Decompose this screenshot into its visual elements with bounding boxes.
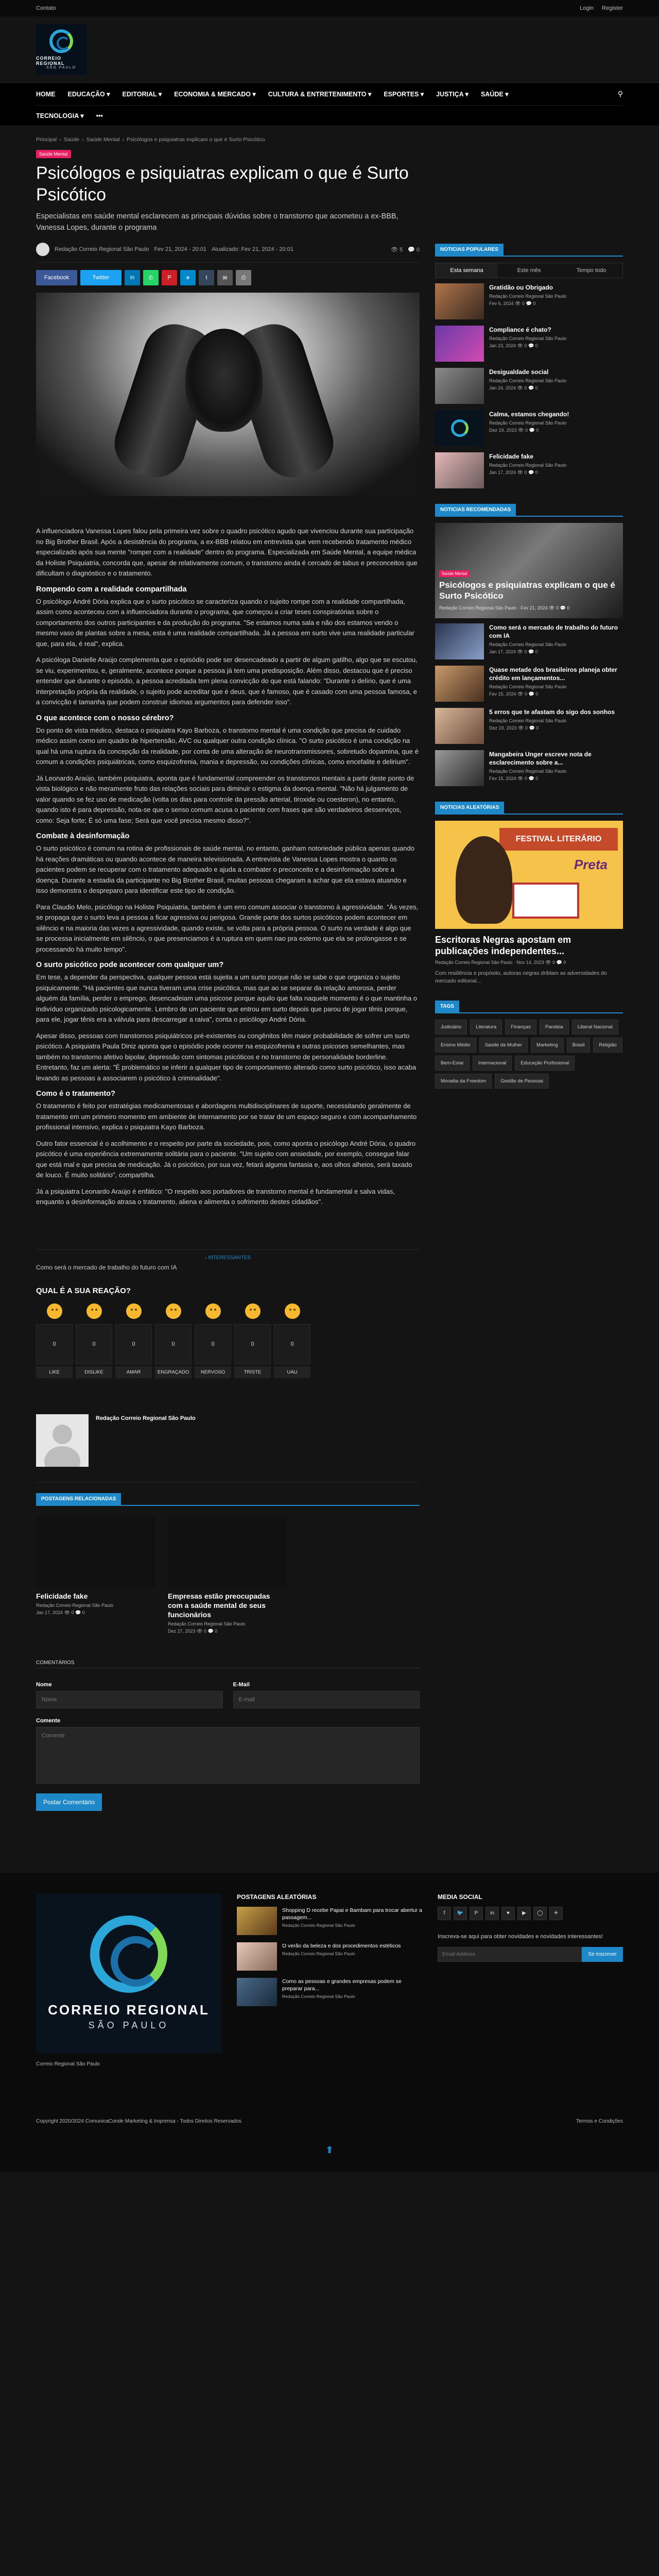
random-post-excerpt: Com resiliência e propósito, autoras negras driblam as adversidades do mercado editorial...	[435, 970, 607, 984]
paragraph: Do ponto de vista médico, destaca o psiquiatra Kayo Barboza, o transtorno mental é uma condição que precisa de cuidado médico assim como um quadro de hipertensão, AVC ou qualquer outra condição clínica. "O surto psicótico é uma condição na qual há uma ruptura da concepção da realidade, por conta de uma alteração de neurotransmissores, sobretudo dopamina, que é comum a condições psiquiátricas, como esquizofrenia, mania e depressão, ou condições clínicas, como encefalite e delirium".	[36, 726, 419, 766]
popular-widget	[435, 244, 623, 488]
reaction-like[interactable]	[36, 1303, 73, 1378]
chevron-down-icon: ▾	[252, 91, 256, 98]
item-author[interactable]: Redação Correio Regional São Paulo	[489, 420, 567, 426]
popular-title: NOTICIAS POPULARES	[435, 244, 504, 256]
related-posts	[36, 1516, 420, 1634]
twitter-icon[interactable]: 🐦	[454, 1907, 467, 1920]
item-author[interactable]: Redação Correio Regional São Paulo	[489, 718, 567, 723]
paragraph: Para Claudio Melo, psicólogo na Holiste Psiquiatria, também é um erro comum associar o transtorno à agressividade. "Às vezes, se propaga que o surto leva a pessoa a ficar agressiva ou perigosa. Grande parte dos surtos psicóticos podem acontecer em silêncio e na maioria das vezes a agressividade, quando existe, se volta para a própria pessoa. O surto na verdade é algo que se processa inicialmente em silêncio, o que presenciamos é a ruptura em quem nao pra extemo que ela se prolongasse e se processando há muito tempo".	[36, 903, 419, 953]
site-logo[interactable]	[36, 24, 86, 75]
article-meta	[36, 241, 420, 263]
paragraph: Outro fator essencial é o acolhimento e o respeito por parte da sociedade, pois, como aponta o psicólogo André Dória, o quadro psicótico é uma experiência extremamente solitária para o paciente. "Um sujeito com ansiedade, por exemplo, consegue falar que está mal e que precisa de medicação. Já o psicótico, por sua vez, fetará alguma fantasia e, aos olhos alheios, será taxado de louco. É muito solitário", compartilha.	[36, 1139, 416, 1179]
reaction-label: UAU	[274, 1366, 310, 1378]
thumbnail[interactable]	[435, 368, 484, 404]
list-item[interactable]	[435, 708, 623, 744]
item-meta: Jan 17, 2024 👁 0 💬 0	[489, 649, 538, 654]
category-badge[interactable]: Saúde Mental	[36, 150, 71, 158]
published-date: Fev 21, 2024 - 20:01	[154, 246, 206, 252]
random-title: NOTICIAS ALEATÓRIAS	[435, 802, 504, 814]
author-name[interactable]: Redação Correio Regional São Paulo	[55, 246, 149, 252]
tag[interactable]: Bem-Estar	[435, 1056, 470, 1071]
angry-emoji-icon	[205, 1303, 221, 1319]
list-item[interactable]	[435, 666, 623, 702]
item-title[interactable]: 5 erros que te afastam do sigo dos sonhos	[489, 708, 615, 716]
hero-figure-head	[185, 329, 263, 432]
item-meta: Jan 17, 2024 👁 0 💬 0	[489, 470, 538, 475]
reaction-label: ENGRAÇADO	[155, 1366, 192, 1378]
print-button[interactable]: ⎙	[236, 270, 251, 285]
comments-header: COMENTÁRIOS	[36, 1660, 420, 1668]
thumbnail[interactable]	[435, 750, 484, 786]
search-icon[interactable]: ⚲	[617, 90, 623, 98]
illustration-book	[512, 883, 579, 919]
subheading: Rompendo com a realidade compartilhada	[36, 585, 187, 594]
breadcrumb-saude-mental[interactable]: Saúde Mental	[86, 137, 120, 143]
linkedin-icon[interactable]: in	[485, 1907, 499, 1920]
featured-card[interactable]	[435, 523, 623, 618]
nav-esportes[interactable]: ESPORTES ▾	[384, 91, 424, 98]
scroll-top-icon[interactable]: ⬆	[325, 2145, 334, 2155]
tag[interactable]: Internacional	[473, 1056, 512, 1071]
copyright-bar	[36, 2067, 623, 2145]
subheading: Como é o tratamento?	[36, 1090, 115, 1098]
subheading: O que acontece com o nosso cérebro?	[36, 714, 174, 722]
funny-emoji-icon	[166, 1303, 181, 1319]
chevron-down-icon: ▾	[80, 112, 84, 120]
reaction-count: 0	[36, 1324, 73, 1364]
paragraph: O tratamento é feito por estratégias medicamentosas e abordagens multidisciplinares de suporte, necessitando geralmente de tratamento em um primeiro momento em ambiente de internamento por se tratar de um espaço seguro e com acompanhamento profissional intensivo, explica o psiquiatra Kayo Barboza.	[36, 1102, 417, 1131]
nav-home[interactable]: HOME	[36, 90, 56, 98]
share-pinterest-button[interactable]: P	[162, 270, 177, 285]
top-bar	[0, 0, 659, 16]
share-twitter-button[interactable]: Twitter	[80, 270, 122, 285]
related-title: POSTAGENS RELACIONADAS	[36, 1493, 121, 1505]
tag[interactable]: Brasil	[567, 1038, 591, 1053]
related-card[interactable]	[168, 1516, 287, 1634]
tag[interactable]: Pandeia	[540, 1020, 569, 1035]
item-title[interactable]: Como as pessoas e grandes empresas podem se preparar para...	[282, 1978, 402, 1992]
logo-ring-icon	[451, 419, 469, 437]
footer-logo[interactable]	[36, 1893, 221, 2053]
item-title[interactable]: Shopping D recebe Papai e Bambam para trocar abertur a passagem...	[282, 1907, 422, 1921]
list-item[interactable]	[435, 368, 623, 404]
article-hero-image	[36, 293, 420, 496]
tag[interactable]: Saúde da Mulher	[479, 1038, 528, 1053]
list-item[interactable]	[237, 1907, 422, 1935]
newsletter-email-input[interactable]	[438, 1947, 582, 1962]
popular-tabs	[435, 263, 623, 278]
reaction-label: NERVOSO	[195, 1366, 231, 1378]
breadcrumb	[36, 126, 420, 149]
item-meta: Dez 19, 2023 👁 0 💬 0	[489, 428, 539, 433]
illustration-figure	[456, 836, 512, 924]
nav-cultura[interactable]: CULTURA & ENTRETENIMENTO ▾	[268, 91, 372, 98]
reaction-label: DISLIKE	[76, 1366, 112, 1378]
footer-logo-subtext: SÃO PAULO	[88, 2020, 169, 2030]
share-bar	[36, 270, 420, 285]
footer-logo-text: CORREIO REGIONAL	[48, 2002, 210, 2018]
item-author[interactable]: Redação Correio Regional São Paulo	[282, 1922, 355, 1928]
item-author[interactable]: Redação Correio Regional São Paulo	[489, 294, 567, 299]
author-box-name[interactable]: Redação Correio Regional São Paulo	[96, 1415, 196, 1421]
chevron-down-icon: ▾	[420, 91, 424, 98]
subheading: O surto psicótico pode acontecer com qualquer um?	[36, 961, 224, 969]
tag[interactable]: Marketing	[531, 1038, 564, 1053]
tags-title: TAGS	[435, 1001, 459, 1012]
thumbnail[interactable]	[435, 283, 484, 319]
header	[0, 16, 659, 82]
list-item[interactable]	[435, 750, 623, 786]
related-thumbnail[interactable]	[168, 1516, 287, 1587]
item-title[interactable]: O verão da beleza e dos procedimentos estéticos	[282, 1942, 401, 1949]
reaction-count: 0	[76, 1324, 112, 1364]
item-author[interactable]: Redação Correio Regional São Paulo	[489, 684, 567, 689]
telegram-icon[interactable]: ✈	[549, 1907, 563, 1920]
tag[interactable]: Finanças	[505, 1020, 536, 1035]
next-post-link[interactable]: Como será o mercado de trabalho do futuro com IA	[36, 1263, 177, 1271]
share-whatsapp-button[interactable]: ✆	[143, 270, 159, 285]
category-badge[interactable]: Saúde Mental	[439, 570, 470, 577]
thumbnail[interactable]	[435, 410, 484, 446]
tab-week[interactable]: Esta semana	[436, 263, 498, 278]
related-card-meta: Jan 17, 2024 👁 0 💬 0	[36, 1609, 85, 1615]
item-title[interactable]: Gratidão ou Obrigado	[489, 284, 553, 291]
tag[interactable]: Religião	[593, 1038, 622, 1053]
share-tumblr-button[interactable]: t	[199, 270, 214, 285]
random-widget	[435, 802, 623, 985]
thumbnail[interactable]	[237, 1978, 277, 2006]
tag[interactable]: Liberal Nacional	[572, 1020, 618, 1035]
related-card-author[interactable]: Redação Correio Regional São Paulo	[36, 1602, 114, 1608]
subscribe-button[interactable]: Se inscrever	[582, 1947, 623, 1962]
item-title[interactable]: Mangabeira Unger escreve nota de esclarecimento sobre a...	[489, 751, 592, 766]
tag-cloud	[435, 1020, 623, 1089]
dislike-emoji-icon	[86, 1303, 102, 1319]
reaction-label: TRISTE	[234, 1366, 271, 1378]
item-meta: Fev 6, 2024 👁 0 💬 0	[489, 301, 536, 306]
reaction-count: 0	[234, 1324, 271, 1364]
item-meta: Fev 15, 2024 👁 0 💬 0	[489, 691, 539, 697]
nav-educacao[interactable]: EDUCAÇÃO ▾	[67, 91, 110, 98]
item-title[interactable]: Felicidade fake	[489, 453, 534, 460]
thumbnail[interactable]	[237, 1907, 277, 1935]
paragraph: Já a psiquiatra Leonardo Araújo é enfático: "O respeito aos portadores de transtorno mental é fundamental e salva vidas, enquanto a desinformação atrasa o tratamento, aliena e alimenta o sofrimento destes cidadãos".	[36, 1187, 395, 1206]
random-post-meta: Redação Correio Regional São Paulo · Nov 14, 2023 👁 0 💬 0	[435, 960, 566, 965]
share-linkedin-button[interactable]: in	[125, 270, 140, 285]
reaction-count: 0	[274, 1324, 310, 1364]
chevron-down-icon: ▾	[368, 91, 372, 98]
list-item[interactable]	[435, 410, 623, 446]
item-meta: Dez 19, 2023 👁 0 💬 0	[489, 725, 539, 731]
heart-icon[interactable]: ♥	[501, 1907, 515, 1920]
submit-comment-button[interactable]: Postar Comentário	[36, 1793, 102, 1811]
register-link[interactable]: Register	[602, 5, 623, 11]
featured-meta: Redação Correio Regional São Paulo · Fev 21, 2024 👁 0 💬 0	[439, 605, 570, 611]
list-item[interactable]	[435, 452, 623, 488]
random-post-title[interactable]: Escritoras Negras apostam em publicações independentes...	[435, 935, 571, 956]
chevron-down-icon: ▾	[505, 91, 509, 98]
avatar[interactable]	[36, 243, 49, 256]
tag[interactable]: Educação Profissional	[515, 1056, 575, 1071]
pinterest-icon[interactable]: P	[470, 1907, 483, 1920]
item-author[interactable]: Redação Correio Regional São Paulo	[282, 1993, 355, 1999]
festival-word: Preta	[574, 857, 608, 872]
wow-emoji-icon	[285, 1303, 300, 1319]
reaction-wow[interactable]	[274, 1303, 310, 1378]
paragraph: Apesar disso, pessoas com transtornos psiquiátricos pré-existentes ou congênitos têm maior probabilidade de sofrer um surto psicótico. A psiquiatra Paula Diniz aponta que o episódio pode ocorrer na esquizofrenia e outras psicoses semelhantes, mas também no transtorno afetivo bipolar, depressão com sintomas psicóticos e no transtorno de personalidade borderline. Entretanto, faz um alerta: "É problemático se inferir a qualquer tipo de comportamento alterado como surto psicótico, isso acaba levando as pessoas a associarem o psicótico à criminalidade".	[36, 1031, 417, 1082]
tag[interactable]: Judiciário	[435, 1020, 467, 1035]
main-nav	[0, 82, 659, 126]
reaction-funny[interactable]	[155, 1303, 192, 1378]
comment-form	[36, 1682, 420, 1811]
paragraph: A influenciadora Vanessa Lopes falou pela primeira vez sobre o quadro psicótico agudo que vivenciou durante sua participação no Big Brother Brasil. Após a desistência do programa, a ex-BBB relatou em entrevista que vem recebendo tratamento médico especializado após sua mente "romper com a realidade" dentro do programa. Especializada em Saúde Mental, a equipe médica da Holiste Psiquiatria, concorda que, apesar de relativamente comum, o transtorno ainda é cercado de tabus e preconceitos que dificultam o diagnóstico e o tratamento.	[36, 527, 418, 577]
article-main	[36, 126, 420, 1811]
logo-ring-icon	[90, 1916, 167, 1993]
paragraph: Em tese, a depender da perspectiva, qualquer pessoa está sujeita a um surto porque não se sabe o que organiza o sujeito psiquicamente. "Há pacientes que nunca tiveram uma crise psicótica, mas que ao se separar da relação amorosa, perder alguém da família, perder o emprego, desencadeiam uma psicose porque aquilo que falta naquele momento é o que mantinha o indivíduo organizado psicologicamente. Lembro de um paciente que entrou em surto depois que parou de jogar tênis porque, para ele, jogar tênis era a válvula para descarregar a raiva", conta o psicólogo André Dória.	[36, 973, 418, 1023]
logo-text: CORREIO REGIONAL	[36, 56, 65, 66]
tab-month[interactable]: Este mês	[517, 267, 541, 274]
instagram-icon[interactable]: ◯	[533, 1907, 547, 1920]
email-label: E-Mail	[233, 1681, 250, 1688]
name-input[interactable]	[36, 1691, 223, 1708]
breadcrumb-current: Psicólogos e psiquiatras explicam o que é Surto Psicótico	[126, 137, 265, 143]
related-card-meta: Dez 27, 2023 👁 0 💬 0	[168, 1628, 218, 1634]
share-telegram-button[interactable]: ✈	[180, 270, 196, 285]
festival-banner: FESTIVAL LITERÁRIO	[499, 828, 618, 851]
item-author[interactable]: Redação Correio Regional São Paulo	[489, 642, 567, 647]
next-post-label: › INTERESSANTES	[204, 1255, 251, 1261]
sad-emoji-icon	[245, 1303, 261, 1319]
reaction-count: 0	[115, 1324, 152, 1364]
paragraph: A psicóloga Danielle Araújo complementa que o episódio pode ser desencadeado a partir de algum gatilho, algo que se escutou, se viu, experimentou, e, geralmente, acontece porque a pessoa já tem uma predisposição. Além disso, destacou que é preciso entender que durante o episódio, a pessoa acreditada tem plena convicção do que está falando: "Durante o delírio, que é uma interpretação própria da realidade, o sujeito pode acreditar que é deus, que é famoso, que é casado com uma pessoa famosa, e a convicção é tamanha que podem construir idiomas argumentos para defender isso".	[36, 656, 418, 706]
terms-link[interactable]: Termos e Condições	[576, 2118, 623, 2124]
comments-count: 💬 0	[408, 246, 420, 253]
nav-justica[interactable]: JUSTIÇA ▾	[436, 91, 469, 98]
newsletter-form	[438, 1947, 623, 1962]
item-title[interactable]: Como será o mercado de trabalho do futuro com IA	[489, 624, 618, 639]
breadcrumb-sep: ›	[59, 137, 61, 143]
chevron-down-icon: ▾	[107, 91, 110, 98]
thumbnail[interactable]	[237, 1942, 277, 1971]
list-item[interactable]	[435, 283, 623, 319]
reaction-sad[interactable]	[234, 1303, 271, 1378]
thumbnail[interactable]	[435, 326, 484, 362]
list-item[interactable]	[237, 1978, 422, 2006]
copyright-text: Copyright 2020/2024 ComunicaConde Marketing & Imprensa - Todos Direitos Reservados	[36, 2118, 241, 2124]
contact-link[interactable]: Contato	[36, 5, 56, 11]
email-input[interactable]	[233, 1691, 420, 1708]
item-author[interactable]: Redação Correio Regional São Paulo	[282, 1951, 355, 1956]
reaction-love[interactable]	[115, 1303, 152, 1378]
nav-economia[interactable]: ECONOMIA & MERCADO ▾	[174, 91, 256, 98]
item-meta: Fev 15, 2024 👁 0 💬 0	[489, 776, 539, 781]
list-item[interactable]	[237, 1942, 422, 1971]
item-author[interactable]: Redação Correio Regional São Paulo	[489, 378, 567, 383]
random-post-image[interactable]	[435, 821, 623, 929]
footer	[0, 1873, 659, 2172]
featured-title[interactable]: Psicólogos e psiquiatras explicam o que é Surto Psicótico	[439, 580, 616, 601]
chevron-down-icon: ▾	[465, 91, 469, 98]
comment-textarea[interactable]	[36, 1727, 420, 1784]
article-subtitle: Especialistas em saúde mental esclarecem as principais dúvidas sobre o transtorno que acometeu a ex-BBB, Vanessa Lopes, durante o programa	[36, 212, 398, 232]
item-author[interactable]: Redação Correio Regional São Paulo	[489, 336, 567, 341]
reaction-label: LIKE	[36, 1366, 73, 1378]
chevron-down-icon: ▾	[158, 91, 162, 98]
reactions	[36, 1303, 420, 1378]
share-email-button[interactable]: ✉	[217, 270, 233, 285]
thumbnail[interactable]	[435, 666, 484, 702]
social-links	[438, 1907, 623, 1920]
reactions-title: QUAL É A SUA REAÇÃO?	[36, 1286, 131, 1295]
thumbnail[interactable]	[435, 708, 484, 744]
footer-random-title: POSTAGENS ALEATÓRIAS	[237, 1893, 317, 1901]
newsletter-text: Inscreva-se aqui para obter novidades e novidades interessantes!	[438, 1933, 603, 1940]
list-item[interactable]	[435, 326, 623, 362]
reaction-count: 0	[155, 1324, 192, 1364]
breadcrumb-home[interactable]: Principal	[36, 137, 57, 143]
item-title[interactable]: Compliance é chato?	[489, 326, 551, 333]
reaction-angry[interactable]	[195, 1303, 231, 1378]
related-thumbnail[interactable]	[36, 1516, 155, 1587]
paragraph: Já Leonardo Araújo, também psiquiatra, aponta que é fundamental compreender os transtornos mentais a partir deste ponto de vista biológico e não meramente fruto das relações sociais para diminuir o estigma da doença mental. "Não há julgamento de valor quando se fez uso de medicação (volta os dias para controle da pressão arterial, tiroxide ou coesteron), no entanto, quando isto é para depressão, nota-se que o senso comum acusa o paciente com frases que são verdadeiros desserviços, como: Seja forte; É só uma fase; Será que você precisa mesmo disso?".	[36, 774, 414, 824]
subheading: Combate à desinformação	[36, 832, 130, 840]
breadcrumb-saude[interactable]: Saúde	[63, 137, 80, 143]
tab-all-time[interactable]: Tempo todo	[576, 267, 606, 274]
item-title[interactable]: Quase metade dos brasileiros planeja obter crédito em lançamentos...	[489, 666, 617, 682]
item-author[interactable]: Redação Correio Regional São Paulo	[489, 463, 567, 468]
related-card[interactable]	[36, 1516, 155, 1634]
footer-social-title: MEDIA SOCIAL	[438, 1893, 482, 1901]
post-navigation	[36, 1249, 420, 1271]
logo-ring-icon	[49, 29, 73, 53]
breadcrumb-sep: ›	[82, 137, 84, 143]
nav-tecnologia[interactable]: TECNOLOGIA ▾	[36, 112, 84, 120]
like-emoji-icon	[47, 1303, 62, 1319]
article-title: Psicólogos e psiquiatras explicam o que é Surto Psicótico	[36, 163, 409, 205]
tag[interactable]: Literatura	[470, 1020, 502, 1035]
item-title[interactable]: Desigualdade social	[489, 368, 549, 376]
nav-more[interactable]: •••	[96, 112, 103, 120]
item-meta: Jan 24, 2024 👁 0 💬 0	[489, 385, 538, 391]
item-meta: Jan 23, 2024 👁 0 💬 0	[489, 343, 538, 348]
related-card-title[interactable]: Felicidade fake	[36, 1591, 88, 1600]
logo-subtext: SÃO PAULO	[46, 66, 76, 70]
reaction-label: AMAR	[115, 1366, 152, 1378]
author-box	[36, 1414, 420, 1483]
tag[interactable]: Moradia da Freedom	[435, 1074, 492, 1089]
updated-date: Atualizado: Fev 21, 2024 - 20:01	[211, 246, 293, 252]
youtube-icon[interactable]: ▶	[517, 1907, 531, 1920]
reaction-dislike[interactable]	[76, 1303, 112, 1378]
related-header	[36, 1493, 420, 1506]
paragraph: O psicólogo André Dória explica que o surto psicótico se caracteriza quando o sujeito rompe com a realidade compartilhada, assim como aconteceu com a influenciadora durante o programa, que começou a criar teses conspiratórias sobre o comportamento dos outros participantes e da produção do programa. "Se estamos numa sala e não dos estamos vendo o mesmo vaso de plantas sobre a mesa, esta é uma realidade compartilhada. Já a pessoa em surto vive uma realidade particular que, para ela, é real", explica.	[36, 597, 414, 648]
related-card-author[interactable]: Redação Correio Regional São Paulo	[168, 1621, 246, 1626]
tags-widget	[435, 1001, 623, 1089]
login-link[interactable]: Login	[580, 5, 594, 11]
nav-editorial[interactable]: EDITORIAL ▾	[122, 91, 162, 98]
sidebar	[435, 126, 623, 1811]
footer-caption: Correio Regional São Paulo	[36, 2061, 100, 2067]
author-avatar[interactable]	[36, 1414, 89, 1467]
tag[interactable]: Ensino Médio	[435, 1038, 476, 1053]
article-body	[36, 496, 420, 1224]
name-label: Nome	[36, 1681, 52, 1688]
facebook-icon[interactable]: f	[438, 1907, 451, 1920]
breadcrumb-sep: ›	[122, 137, 124, 143]
related-card-title[interactable]: Empresas estão preocupadas com a saúde mental de seus funcionários	[168, 1591, 270, 1619]
tag[interactable]: Gestão de Pessoas	[495, 1074, 549, 1089]
thumbnail[interactable]	[435, 623, 484, 659]
recommended-widget	[435, 504, 623, 786]
recommended-title: NOTICIAS RECOMENDADAS	[435, 504, 516, 516]
nav-saude[interactable]: SAÚDE ▾	[480, 91, 509, 98]
reaction-count: 0	[195, 1324, 231, 1364]
views-count: 👁 5	[390, 246, 403, 253]
item-title[interactable]: Calma, estamos chegando!	[489, 411, 569, 418]
item-author[interactable]: Redação Correio Regional São Paulo	[489, 769, 567, 774]
list-item[interactable]	[435, 623, 623, 659]
thumbnail[interactable]	[435, 452, 484, 488]
love-emoji-icon	[126, 1303, 142, 1319]
comment-label: Comente	[36, 1717, 61, 1724]
share-facebook-button[interactable]: Facebook	[36, 270, 77, 285]
paragraph: O surto psicótico é comum na rotina de profissionais de saúde mental, no entanto, ganham notoriedade pública apenas quando há reações dramáticas ou quando acontece de maneira televisionada. A entrevista de Vanessa Lopes mostra o quanto os pacientes podem se recuperar com o tratamento adequado e ajuda a combater o preconceito e a desinformação sobre a doença. Durante a estadia da participante no Big Brother Brasil, muitas pessoas chegaram a achar que ela estava atuando e isso demonstra o despreparo para identificar este tipo de condição.	[36, 844, 414, 894]
